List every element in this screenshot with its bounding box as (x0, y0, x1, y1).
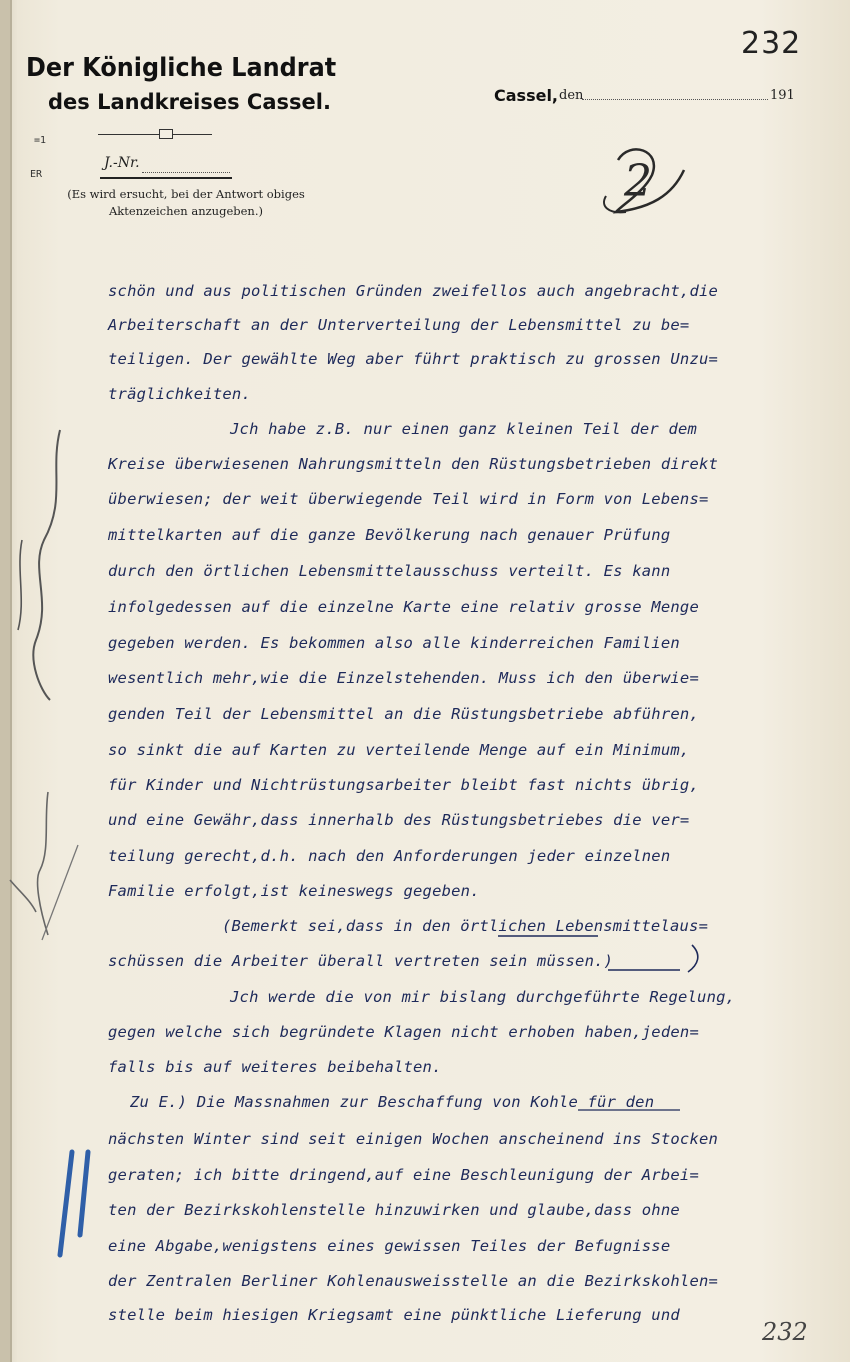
body-line: überwiesen; der weit überwiegende Teil wird in Form von Lebens= (108, 490, 709, 508)
body-line: durch den örtlichen Lebensmittelausschuss verteilt. Es kann (108, 562, 671, 580)
margin-pencil-mark (38, 792, 48, 935)
body-line: teilung gerecht,d.h. nach den Anforderungen jeder einzelnen (108, 847, 671, 865)
margin-mark-top: =1 (34, 135, 47, 146)
body-line: geraten; ich bitte dringend,auf eine Beschleunigung der Arbei= (108, 1166, 699, 1184)
handwritten-two: 2 (624, 156, 652, 207)
body-line: Zu E.) Die Massnahmen zur Beschaffung von Kohle für den (130, 1093, 655, 1111)
body-line: ten der Bezirkskohlenstelle hinzuwirken und glaube,dass ohne (108, 1201, 680, 1219)
body-line: eine Abgabe,wenigstens eines gewissen Teiles der Befugnisse (108, 1237, 671, 1255)
folio-number: 232 (741, 26, 802, 61)
body-line: Jch werde die von mir bislang durchgeführte Regelung, (230, 988, 736, 1006)
body-line: Arbeiterschaft an der Unterverteilung der Lebensmittel zu be= (108, 316, 690, 334)
body-line: stelle beim hiesigen Kriegsamt eine pünktliche Lieferung und (108, 1306, 680, 1324)
body-line: gegeben werden. Es bekommen also alle kinderreichen Familien (108, 634, 680, 652)
body-line: schön und aus politischen Gründen zweifellos auch angebracht,die (108, 282, 719, 300)
date-year: 191 (770, 88, 795, 103)
body-line: (Bemerkt sei,dass in den örtlichen Lebensmittelaus= (222, 917, 709, 935)
letterhead-title: Der Königliche Landrat (26, 53, 337, 83)
body-line: infolgedessen auf die einzelne Karte eine relativ grosse Menge (108, 598, 699, 616)
body-line: der Zentralen Berliner Kohlenausweisstelle an die Bezirkskohlen= (108, 1272, 719, 1290)
journal-note-line-2: Aktenzeichen anzugeben.) (109, 204, 263, 218)
blue-pencil-stroke-2 (80, 1152, 88, 1235)
body-line: mittelkarten auf die ganze Bevölkerung nach genauer Prüfung (108, 526, 671, 544)
body-line: Kreise überwiesenen Nahrungsmitteln den Rüstungsbetrieben direkt (108, 455, 719, 473)
body-line: genden Teil der Lebensmittel an die Rüstungsbetriebe abführen, (108, 705, 699, 723)
margin-pencil-signature-2 (18, 540, 22, 630)
bracket-close (688, 945, 698, 972)
body-line: träglichkeiten. (108, 385, 251, 403)
margin-pencil-slash (42, 845, 78, 940)
body-line: Familie erfolgt,ist keineswegs gegeben. (108, 882, 480, 900)
margin-pencil-dash (10, 880, 36, 912)
letterhead-subtitle: des Landkreises Cassel. (48, 90, 331, 114)
journal-number-label: J.-Nr. (104, 155, 140, 171)
journal-note-line-1: (Es wird ersucht, bei der Antwort obiges (67, 187, 305, 201)
margin-mark-left: ER (30, 169, 43, 180)
date-prefix: den (559, 88, 584, 103)
place-name: Cassel, (494, 86, 558, 105)
body-line: für Kinder und Nichtrüstungsarbeiter bleibt fast nichts übrig, (108, 776, 699, 794)
body-line: nächsten Winter sind seit einigen Wochen anscheinend ins Stocken (108, 1130, 719, 1148)
body-line: wesentlich mehr,wie die Einzelstehenden. Muss ich den überwie= (108, 669, 699, 687)
body-line: so sinkt die auf Karten zu verteilende Menge auf ein Minimum, (108, 741, 690, 759)
margin-pencil-signature (33, 430, 60, 700)
body-line: falls bis auf weiteres beibehalten. (108, 1058, 442, 1076)
body-line: schüssen die Arbeiter überall vertreten sein müssen.) (108, 952, 614, 970)
blue-pencil-stroke-1 (60, 1152, 72, 1255)
body-line: gegen welche sich begründete Klagen nicht erhoben haben,jeden= (108, 1023, 699, 1041)
folio-handwritten: 232 (762, 1318, 808, 1346)
body-line: teiligen. Der gewählte Weg aber führt praktisch zu grossen Unzu= (108, 350, 719, 368)
body-line: Jch habe z.B. nur einen ganz kleinen Teil der dem (230, 420, 698, 438)
body-line: und eine Gewähr,dass innerhalb des Rüstungsbetriebes die ver= (108, 811, 690, 829)
